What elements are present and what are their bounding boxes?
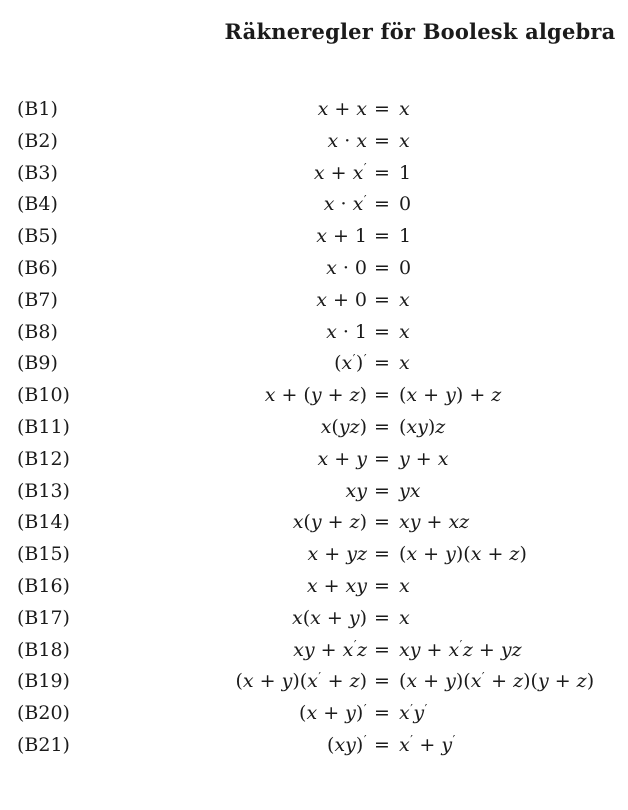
rule-label: (B21) [17, 733, 70, 756]
rule-lhs: x + yz [307, 543, 367, 566]
rule-rhs: x′ + y′ [399, 733, 456, 756]
rule-lhs: x + x′ [313, 161, 367, 184]
rule-lhs: (x + y)(x′ + z) [235, 669, 367, 693]
rule-lhs: xy + x′z [293, 638, 367, 661]
equals-sign: = [374, 288, 390, 311]
equals-sign: = [374, 447, 390, 470]
rule-label: (B15) [17, 543, 70, 566]
rule-lhs: x(y + z) [292, 511, 367, 534]
rule-label: (B4) [17, 193, 58, 216]
equals-sign: = [374, 129, 390, 152]
rule-label: (B2) [17, 129, 58, 152]
rule-lhs: x · x [327, 129, 367, 152]
equals-sign: = [374, 638, 390, 661]
rule-label: (B14) [17, 511, 70, 534]
rule-row [0, 698, 628, 730]
rule-row [0, 444, 628, 476]
rule-lhs: x · 0 [326, 256, 367, 279]
rule-row [0, 412, 628, 444]
rule-rhs: xy + xz [399, 511, 470, 534]
rule-row [0, 221, 628, 253]
rule-row [0, 317, 628, 349]
equals-sign: = [374, 384, 390, 407]
rule-lhs: (x + y)′ [299, 701, 367, 725]
rule-row [0, 253, 628, 285]
rule-row [0, 507, 628, 539]
rule-row [0, 730, 628, 762]
rule-rhs: x [399, 606, 410, 629]
rule-rhs: x [399, 288, 410, 311]
rule-row [0, 158, 628, 190]
rule-rhs: x′y′ [399, 701, 428, 725]
rule-rhs: yx [399, 479, 421, 502]
rule-row [0, 94, 628, 126]
rule-rhs: x [399, 129, 410, 152]
rule-row [0, 476, 628, 508]
equals-sign: = [374, 256, 390, 279]
rule-lhs: x + 1 [316, 225, 367, 248]
rule-rhs: (xy)z [399, 415, 446, 438]
page-title: Räkneregler för Boolesk algebra [224, 19, 616, 44]
rule-label: (B17) [17, 606, 70, 629]
rule-rhs: (x + y)(x + z) [399, 543, 527, 566]
rule-row [0, 348, 628, 380]
rule-label: (B5) [17, 225, 58, 248]
rule-label: (B16) [17, 574, 70, 597]
rules-list [0, 94, 628, 762]
equals-sign: = [374, 98, 390, 120]
rule-row [0, 126, 628, 158]
rule-rhs: x [399, 574, 410, 597]
equals-sign: = [374, 320, 390, 343]
rule-rhs: xy + x′z + yz [399, 638, 522, 661]
equals-sign: = [374, 606, 390, 629]
rule-lhs: x + x [317, 98, 367, 120]
rule-label: (B19) [17, 670, 70, 693]
rule-lhs: x + y [317, 447, 367, 470]
equals-sign: = [374, 161, 390, 184]
equals-sign: = [374, 670, 390, 693]
rule-label: (B18) [17, 638, 70, 661]
equals-sign: = [374, 415, 390, 438]
rule-lhs: (x′)′ [334, 351, 367, 375]
equals-sign: = [374, 543, 390, 566]
equals-sign: = [374, 574, 390, 597]
rule-lhs: xy [345, 479, 367, 502]
equals-sign: = [374, 702, 390, 725]
rule-row [0, 285, 628, 317]
rule-label: (B1) [17, 98, 58, 120]
rule-lhs: (xy)′ [327, 733, 367, 756]
rule-label: (B20) [17, 702, 70, 725]
equals-sign: = [374, 352, 390, 375]
rule-lhs: x(yz) [320, 415, 367, 438]
equals-sign: = [374, 193, 390, 216]
rule-label: (B6) [17, 256, 58, 279]
rule-rhs: 1 [399, 161, 412, 184]
equals-sign: = [374, 225, 390, 248]
equals-sign: = [374, 733, 390, 756]
rule-lhs: x + 0 [316, 288, 367, 311]
rule-label: (B11) [17, 415, 70, 438]
rule-row [0, 539, 628, 571]
rule-row [0, 380, 628, 412]
rule-label: (B8) [17, 320, 58, 343]
rule-rhs: (x + y) + z [399, 384, 502, 407]
rule-label: (B3) [17, 161, 58, 184]
equals-sign: = [374, 511, 390, 534]
rule-row [0, 189, 628, 221]
rule-lhs: x + xy [306, 574, 367, 597]
rule-label: (B12) [17, 447, 70, 470]
rule-row [0, 603, 628, 635]
rule-lhs: x · x′ [323, 192, 367, 216]
rule-rhs: (x + y)(x′ + z)(y + z) [399, 669, 595, 693]
rule-rhs: 1 [399, 225, 412, 248]
rule-rhs: x [399, 352, 410, 375]
rule-label: (B13) [17, 479, 70, 502]
rule-lhs: x + (y + z) [264, 384, 367, 407]
rule-row [0, 666, 628, 698]
rule-rhs: 0 [399, 193, 412, 216]
rule-rhs: x [399, 320, 410, 343]
rule-lhs: x(x + y) [291, 606, 367, 629]
rule-rhs: x [399, 98, 410, 120]
rule-rhs: y + x [399, 447, 449, 470]
rule-rhs: 0 [399, 256, 412, 279]
rule-lhs: x · 1 [326, 320, 367, 343]
rule-label: (B10) [17, 384, 70, 407]
rule-label: (B9) [17, 352, 58, 375]
rule-row [0, 635, 628, 667]
equals-sign: = [374, 479, 390, 502]
rule-label: (B7) [17, 288, 58, 311]
rule-row [0, 571, 628, 603]
